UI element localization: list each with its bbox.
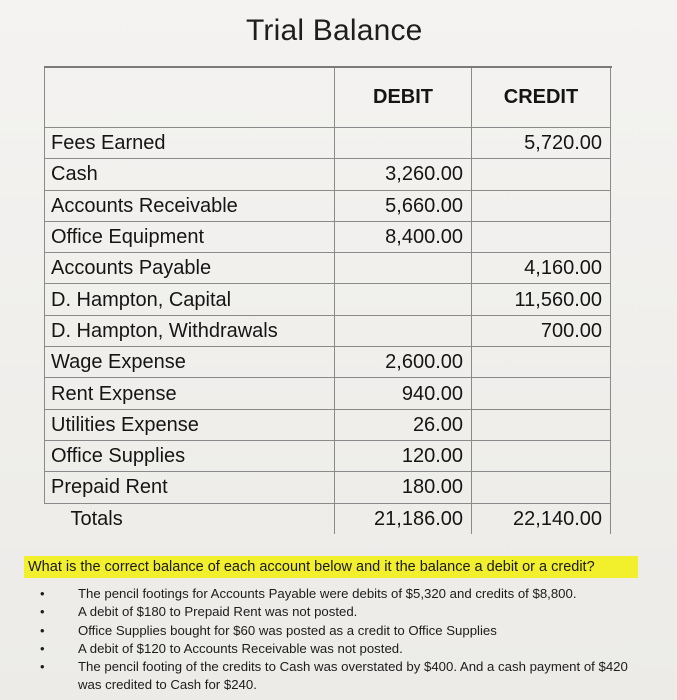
totals-label: Totals <box>45 503 335 534</box>
credit-amount <box>472 409 611 440</box>
list-item: • A debit of $180 to Prepaid Rent was not posted. <box>34 603 654 621</box>
debit-amount: 940.00 <box>335 378 472 409</box>
totals-row <box>45 503 611 534</box>
list-item: • A debit of $120 to Accounts Receivable was not posted. <box>34 640 654 658</box>
header-row <box>45 67 611 128</box>
credit-amount <box>472 347 611 378</box>
list-item: • The pencil footing of the credits to Cash was overstated by $400. And a cash payment of $420 was credited to Cash for $240. <box>34 658 654 695</box>
trial-balance-grid <box>44 66 611 534</box>
table-row <box>45 159 611 190</box>
account-name: Wage Expense <box>45 347 335 378</box>
debit-amount <box>335 128 472 159</box>
table-row <box>45 409 611 440</box>
credit-amount: 4,160.00 <box>472 253 611 284</box>
credit-amount: 5,720.00 <box>472 128 611 159</box>
account-name: Prepaid Rent <box>45 472 335 503</box>
debit-amount: 2,600.00 <box>335 347 472 378</box>
table-row <box>45 378 611 409</box>
table-row <box>45 284 611 315</box>
credit-amount: 700.00 <box>472 315 611 346</box>
debit-header: DEBIT <box>335 67 472 128</box>
table-row <box>45 315 611 346</box>
debit-amount <box>335 253 472 284</box>
debit-amount: 180.00 <box>335 472 472 503</box>
account-header-cell <box>45 67 335 128</box>
table-top-border <box>44 66 612 68</box>
question-highlight: What is the correct balance of each account below and it the balance a debit or a credit? <box>24 556 638 578</box>
account-name: Cash <box>45 159 335 190</box>
credit-amount <box>472 221 611 252</box>
credit-amount <box>472 378 611 409</box>
table-row <box>45 472 611 503</box>
table-row <box>45 253 611 284</box>
debit-amount: 8,400.00 <box>335 221 472 252</box>
account-name: Fees Earned <box>45 128 335 159</box>
trial-balance-table <box>44 66 612 542</box>
table-row <box>45 190 611 221</box>
page-title: Trial Balance <box>246 14 423 47</box>
credit-amount <box>472 190 611 221</box>
debit-amount <box>335 315 472 346</box>
account-name: Accounts Receivable <box>45 190 335 221</box>
credit-header: CREDIT <box>472 67 611 128</box>
account-name: D. Hampton, Withdrawals <box>45 315 335 346</box>
list-item: • Office Supplies bought for $60 was posted as a credit to Office Supplies <box>34 622 654 640</box>
debit-amount: 26.00 <box>335 409 472 440</box>
table-row <box>45 221 611 252</box>
debit-amount: 5,660.00 <box>335 190 472 221</box>
credit-amount: 11,560.00 <box>472 284 611 315</box>
totals-credit: 22,140.00 <box>472 503 611 534</box>
table-row <box>45 347 611 378</box>
debit-amount: 3,260.00 <box>335 159 472 190</box>
debit-amount: 120.00 <box>335 440 472 471</box>
account-name: Utilities Expense <box>45 409 335 440</box>
credit-amount <box>472 159 611 190</box>
account-name: Rent Expense <box>45 378 335 409</box>
credit-amount <box>472 472 611 503</box>
notes-list <box>34 585 654 695</box>
credit-amount <box>472 440 611 471</box>
account-name: D. Hampton, Capital <box>45 284 335 315</box>
debit-amount <box>335 284 472 315</box>
list-item: • The pencil footings for Accounts Payable were debits of $5,320 and credits of $8,800. <box>34 585 654 603</box>
table-row <box>45 440 611 471</box>
account-name: Office Equipment <box>45 221 335 252</box>
table-row <box>45 128 611 159</box>
totals-debit: 21,186.00 <box>335 503 472 534</box>
account-name: Office Supplies <box>45 440 335 471</box>
account-name: Accounts Payable <box>45 253 335 284</box>
